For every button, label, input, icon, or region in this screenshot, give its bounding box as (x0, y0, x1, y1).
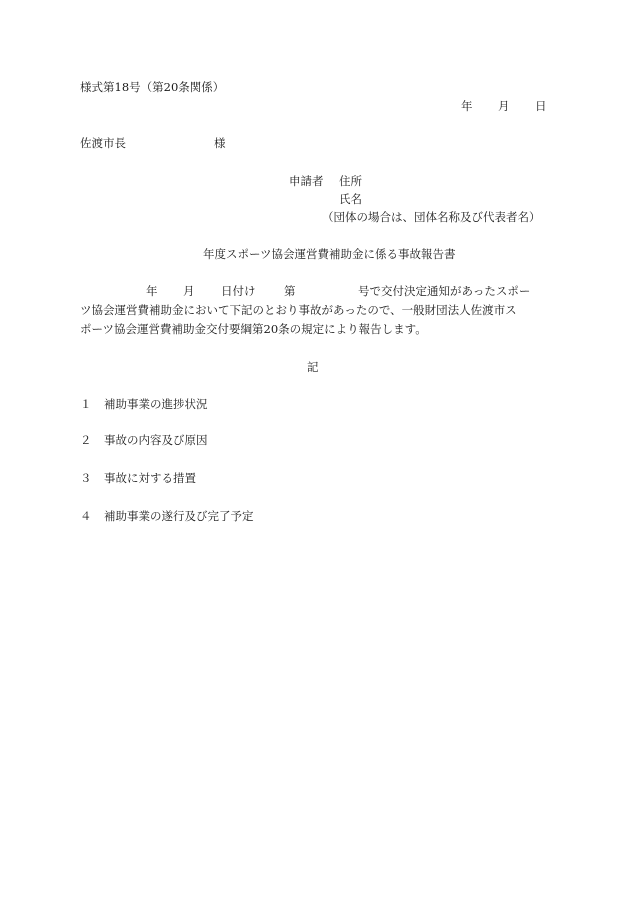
applicant-label: 申請者 (289, 174, 324, 188)
date-year: 年 (461, 99, 473, 113)
applicant-group-note: （団体の場合は、団体名称及び代表者名） (322, 210, 541, 224)
item-4-label: 補助事業の遂行及び完了予定 (104, 509, 254, 523)
body-dai: 第 (284, 284, 296, 298)
body-line1-rest: 号で交付決定通知があったスポー (358, 284, 531, 298)
form-number: 様式第18号（第20条関係） (80, 80, 225, 94)
item-1-label: 補助事業の進捗状況 (104, 397, 208, 411)
item-3-number: ３ (80, 471, 92, 485)
document-title: 年度スポーツ協会運営費補助金に係る事故報告書 (203, 247, 456, 261)
item-1-number: １ (80, 397, 92, 411)
item-2-label: 事故の内容及び原因 (104, 433, 208, 447)
item-4-number: ４ (80, 509, 92, 523)
body-month: 月 (183, 284, 195, 298)
date-month: 月 (498, 99, 510, 113)
applicant-name-label: 氏名 (339, 192, 362, 206)
item-2-number: ２ (80, 433, 92, 447)
body-dated: 日付け (221, 284, 256, 298)
body-year: 年 (146, 284, 158, 298)
ki-heading: 記 (307, 360, 319, 374)
body-line3: ポーツ協会運営費補助金交付要綱第20条の規定により報告します。 (80, 322, 427, 336)
addressee-name: 佐渡市長 (80, 136, 126, 150)
item-3-label: 事故に対する措置 (104, 471, 196, 485)
addressee-honorific: 様 (214, 136, 226, 150)
date-day: 日 (535, 99, 547, 113)
applicant-address-label: 住所 (339, 174, 362, 188)
body-line2: ツ協会運営費補助金において下記のとおり事故があったので、一般財団法人佐渡市ス (80, 303, 517, 317)
